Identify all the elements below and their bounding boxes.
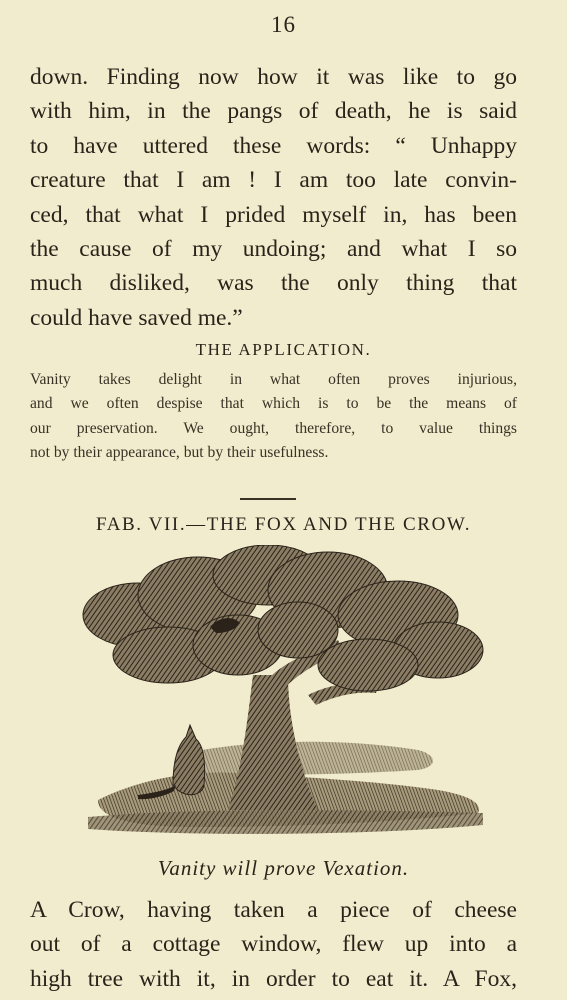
text-line: could have saved me.” xyxy=(30,304,243,331)
fable-conclusion-paragraph xyxy=(30,60,517,335)
text-line: to have uttered these words: “ Unhappy xyxy=(30,132,517,159)
text-line: not by their appearance, but by their usefulness. xyxy=(30,443,329,461)
application-paragraph xyxy=(30,368,517,465)
text-line: high tree with it, in order to eat it. A Fox, xyxy=(30,965,517,992)
text-line: much disliked, was the only thing that xyxy=(30,270,517,297)
text-line: out of a cottage window, flew up into a xyxy=(30,931,517,958)
application-heading: THE APPLICATION. xyxy=(195,340,372,359)
text-line: and we often despise that which is to be the means of xyxy=(30,395,517,413)
text-line: our preservation. We ought, therefore, to value things xyxy=(30,419,517,437)
fable-opening-paragraph xyxy=(30,893,517,996)
text-line: Vanity takes delight in what often proves injurious, xyxy=(30,371,517,388)
text-line: down. Finding now how it was like to go xyxy=(30,64,517,90)
text-line: with him, in the pangs of death, he is said xyxy=(30,98,517,125)
text-line: ced, that what I prided myself in, has been xyxy=(30,201,517,228)
woodcut-tree-illustration xyxy=(78,545,490,845)
page-number: 16 xyxy=(271,12,296,37)
text-line: the cause of my undoing; and what I so xyxy=(30,235,517,262)
section-divider xyxy=(240,498,296,500)
text-line: A Crow, having taken a piece of cheese xyxy=(30,897,517,923)
text-line: creature that I am ! I am too late convin- xyxy=(30,167,517,194)
fable-title: FAB. VII.—THE FOX AND THE CROW. xyxy=(95,514,472,535)
fable-motto: Vanity will prove Vexation. xyxy=(157,856,410,880)
